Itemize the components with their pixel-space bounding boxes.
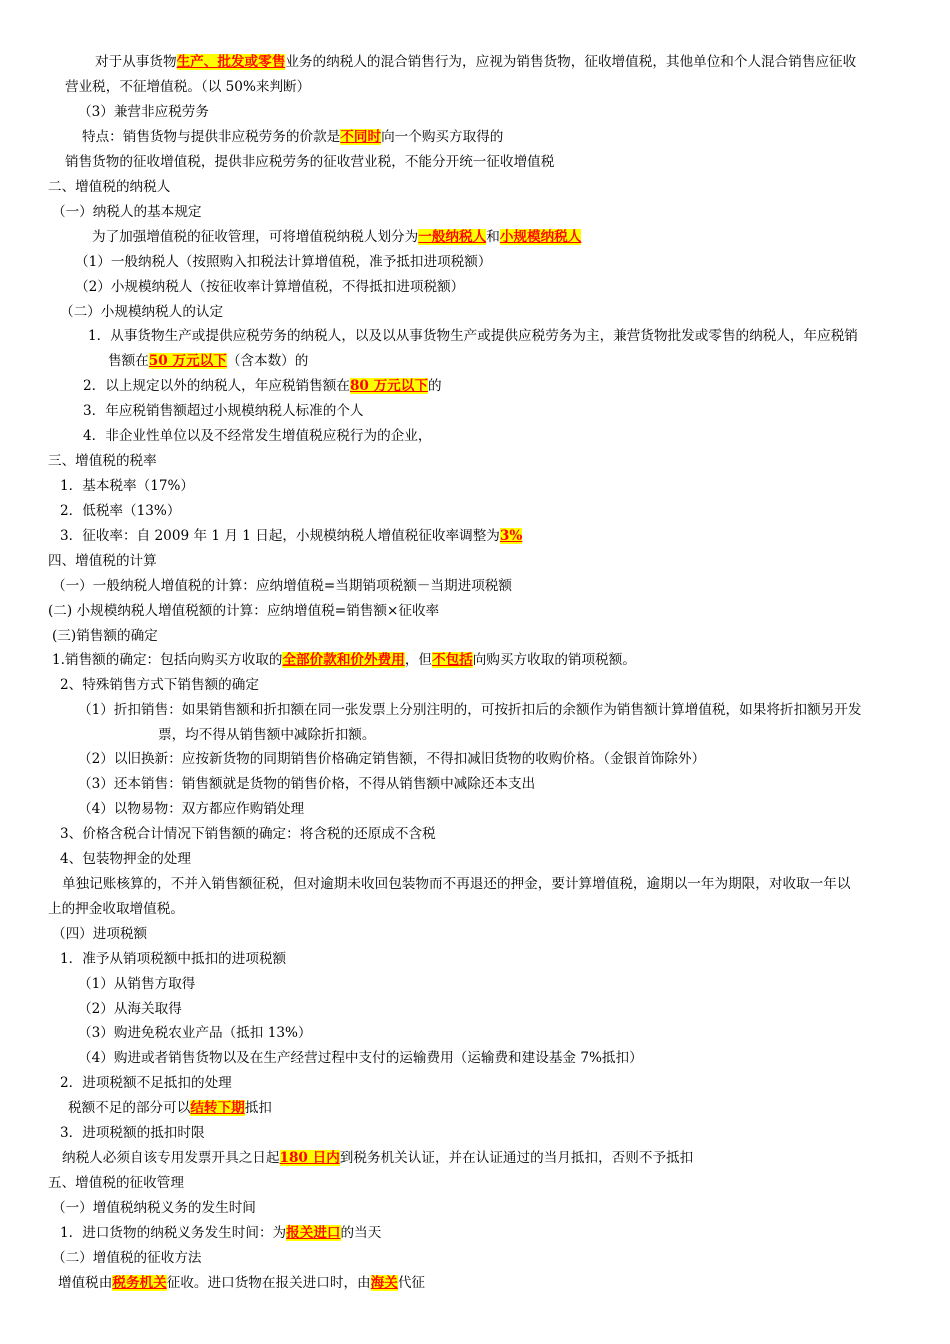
text-line	[78, 1000, 182, 1018]
text-run: 2．以上规定以外的纳税人，年应税销售额在	[83, 378, 350, 394]
highlighted-term: 结转下期	[190, 1100, 245, 1116]
text-line	[82, 128, 503, 146]
text-run: 抵扣	[244, 1100, 272, 1116]
text-run: 单独记账核算的，不并入销售额征税，但对逾期未收回包装物而不再退还的押金，要计算增值税，逾期以一年为期限，对收取一年以	[62, 876, 851, 892]
text-run: 三、增值税的税率	[48, 453, 157, 469]
text-line	[95, 53, 856, 71]
text-run: （2）从海关取得	[78, 1001, 182, 1017]
text-run: 1．从事货物生产或提供应税劳务的纳税人，以及以从事货物生产或提供应税劳务为主，兼营货物批发或零售的纳税人，年应税销	[88, 328, 858, 344]
text-line	[78, 775, 535, 793]
text-line	[78, 1049, 643, 1067]
text-run: 2．低税率（13%）	[60, 503, 181, 519]
text-run: 向购买方收取的销项税额。	[472, 652, 636, 668]
highlighted-term: 全部价款和价外费用	[282, 652, 405, 668]
text-line	[48, 552, 157, 570]
text-line	[78, 701, 862, 719]
text-line	[78, 750, 705, 768]
text-line	[48, 602, 439, 620]
text-line	[60, 1224, 381, 1242]
text-run: 2．进项税额不足抵扣的处理	[60, 1075, 232, 1091]
text-run: （4）以物易物：双方都应作购销处理	[78, 801, 305, 817]
text-run: 向一个购买方取得的	[381, 129, 504, 145]
text-line	[75, 278, 464, 296]
text-line	[158, 726, 376, 744]
highlighted-term: 80 万元以下	[349, 378, 428, 394]
text-line	[60, 850, 191, 868]
text-line	[58, 1274, 425, 1292]
text-run: 为了加强增值税的征收管理，可将增值税纳税人划分为	[92, 229, 419, 245]
text-run: （2）小规模纳税人（按征收率计算增值税，不得抵扣进项税额）	[75, 279, 465, 295]
text-run: 1．进口货物的纳税义务发生时间：为	[60, 1225, 287, 1241]
text-run: 4、包装物押金的处理	[60, 851, 191, 867]
text-run: 增值税由	[58, 1275, 113, 1291]
highlighted-term: 报关进口	[286, 1225, 341, 1241]
highlighted-term: 小规模纳税人	[499, 229, 582, 245]
text-run: 特点：销售货物与提供非应税劳务的价款是	[82, 129, 341, 145]
text-line	[52, 1199, 256, 1217]
text-line	[83, 402, 364, 420]
text-run: （含本数）的	[226, 353, 309, 369]
text-run: 1．基本税率（17%）	[60, 478, 195, 494]
highlighted-term: 税务机关	[112, 1275, 167, 1291]
text-run: 纳税人必须自该专用发票开具之日起	[62, 1150, 280, 1166]
text-line	[83, 377, 442, 395]
text-run: 3．年应税销售额超过小规模纳税人标准的个人	[83, 403, 364, 419]
text-run: 4．非企业性单位以及不经常发生增值税应税行为的企业，	[83, 428, 432, 444]
text-run: 的当天	[340, 1225, 382, 1241]
text-run: 上的押金收取增值税。	[48, 901, 184, 917]
text-line	[68, 1099, 272, 1117]
text-line	[78, 1024, 312, 1042]
text-line	[60, 527, 522, 545]
text-run: (二) 小规模纳税人增值税额的计算：应纳增值税=销售额×征收率	[48, 603, 440, 619]
text-line	[60, 477, 194, 495]
text-line	[48, 452, 157, 470]
text-line	[60, 825, 436, 843]
highlighted-term: 50 万元以下	[148, 353, 227, 369]
text-line	[92, 228, 581, 246]
text-run: （一）增值税纳税义务的发生时间	[52, 1200, 256, 1216]
text-run: （1）从销售方取得	[78, 976, 196, 992]
text-line	[52, 577, 512, 595]
text-line	[60, 303, 223, 321]
text-line	[62, 1149, 693, 1167]
text-run: 售额在	[108, 353, 149, 369]
highlighted-term: 不包括	[432, 652, 473, 668]
text-run: （4）购进或者销售货物以及在生产经营过程中支付的运输费用（运输费和建设基金 7%抵扣）	[78, 1050, 643, 1066]
text-run: (三)销售额的确定	[52, 628, 158, 644]
text-run: 的	[427, 378, 442, 394]
text-line	[52, 1249, 202, 1267]
text-run: 代征	[397, 1275, 426, 1291]
text-run: 1．准予从销项税额中抵扣的进项税额	[60, 951, 287, 967]
text-run: （四）进项税额	[52, 926, 148, 942]
text-line	[78, 800, 304, 818]
highlighted-term: 海关	[370, 1275, 398, 1291]
text-run: （3）购进免税农业产品（抵扣 13%）	[78, 1025, 312, 1041]
text-line	[60, 502, 180, 520]
highlighted-term: 一般纳税人	[418, 229, 487, 245]
text-line	[48, 1174, 184, 1192]
text-run: 1.销售额的确定：包括向购买方收取的	[52, 652, 283, 668]
text-run: 五、增值税的征收管理	[48, 1175, 184, 1191]
text-line	[78, 103, 209, 121]
text-line	[65, 153, 554, 171]
highlighted-term: 生产、批发或零售	[176, 54, 286, 70]
text-run: 3、价格含税合计情况下销售额的确定：将含税的还原成不含税	[60, 826, 436, 842]
text-run: （二）小规模纳税人的认定	[60, 304, 224, 320]
text-run: （一）纳税人的基本规定	[52, 204, 202, 220]
text-run: 3．征收率：自 2009 年 1 月 1 日起，小规模纳税人增值税征收率调整为	[60, 528, 500, 544]
text-line	[88, 327, 858, 345]
text-run: 和	[486, 229, 500, 245]
text-line	[52, 203, 202, 221]
text-run: 营业税，不征增值税。（以 50%来判断）	[65, 79, 311, 95]
text-run: ，但	[404, 652, 432, 668]
text-line	[108, 352, 308, 370]
highlighted-term: 3%	[499, 528, 523, 544]
text-run: 对于从事货物	[95, 54, 177, 70]
text-run: 2、特殊销售方式下销售额的确定	[60, 677, 259, 693]
text-line	[75, 253, 491, 271]
text-run: 二、增值税的纳税人	[48, 179, 171, 195]
highlighted-term: 180 日内	[279, 1150, 340, 1166]
text-line	[60, 676, 259, 694]
text-line	[65, 78, 310, 96]
text-run: （3）还本销售：销售额就是货物的销售价格，不得从销售额中减除还本支出	[78, 776, 536, 792]
text-line	[83, 427, 432, 445]
highlighted-term: 不同时	[340, 129, 382, 145]
text-run: （3）兼营非应税劳务	[78, 104, 209, 120]
text-run: （二）增值税的征收方法	[52, 1250, 202, 1266]
text-run: 四、增值税的计算	[48, 553, 157, 569]
text-run: 票，均不得从销售额中减除折扣额。	[158, 727, 376, 743]
text-run: （2）以旧换新：应按新货物的同期销售价格确定销售额，不得扣减旧货物的收购价格。（金银首饰除外）	[78, 751, 706, 767]
text-run: 到税务机关认证，并在认证通过的当月抵扣，否则不予抵扣	[339, 1150, 694, 1166]
text-line	[48, 900, 184, 918]
text-run: 税额不足的部分可以	[68, 1100, 191, 1116]
text-line	[52, 627, 158, 645]
text-run: （1）折扣销售：如果销售额和折扣额在同一张发票上分别注明的，可按折扣后的余额作为销售额计算增值税，如果将折扣额另开发	[78, 702, 862, 718]
text-run: （1）一般纳税人（按照购入扣税法计算增值税，准予抵扣进项税额）	[75, 254, 492, 270]
text-run: （一）一般纳税人增值税的计算：应纳增值税=当期销项税额－当期进项税额	[52, 578, 512, 594]
text-line	[60, 950, 286, 968]
text-line	[78, 975, 195, 993]
text-run: 销售货物的征收增值税，提供非应税劳务的征收营业税，不能分开统一征收增值税	[65, 154, 555, 170]
text-run: 征收。进口货物在报关进口时，由	[166, 1275, 371, 1291]
text-line	[52, 651, 636, 669]
text-line	[52, 925, 147, 943]
text-run: 3．进项税额的抵扣时限	[60, 1125, 205, 1141]
text-line	[60, 1074, 232, 1092]
text-line	[60, 1124, 205, 1142]
text-run: 业务的纳税人的混合销售行为，应视为销售货物，征收增值税，其他单位和个人混合销售应征收	[285, 54, 857, 70]
text-line	[62, 875, 850, 893]
text-line	[48, 178, 170, 196]
